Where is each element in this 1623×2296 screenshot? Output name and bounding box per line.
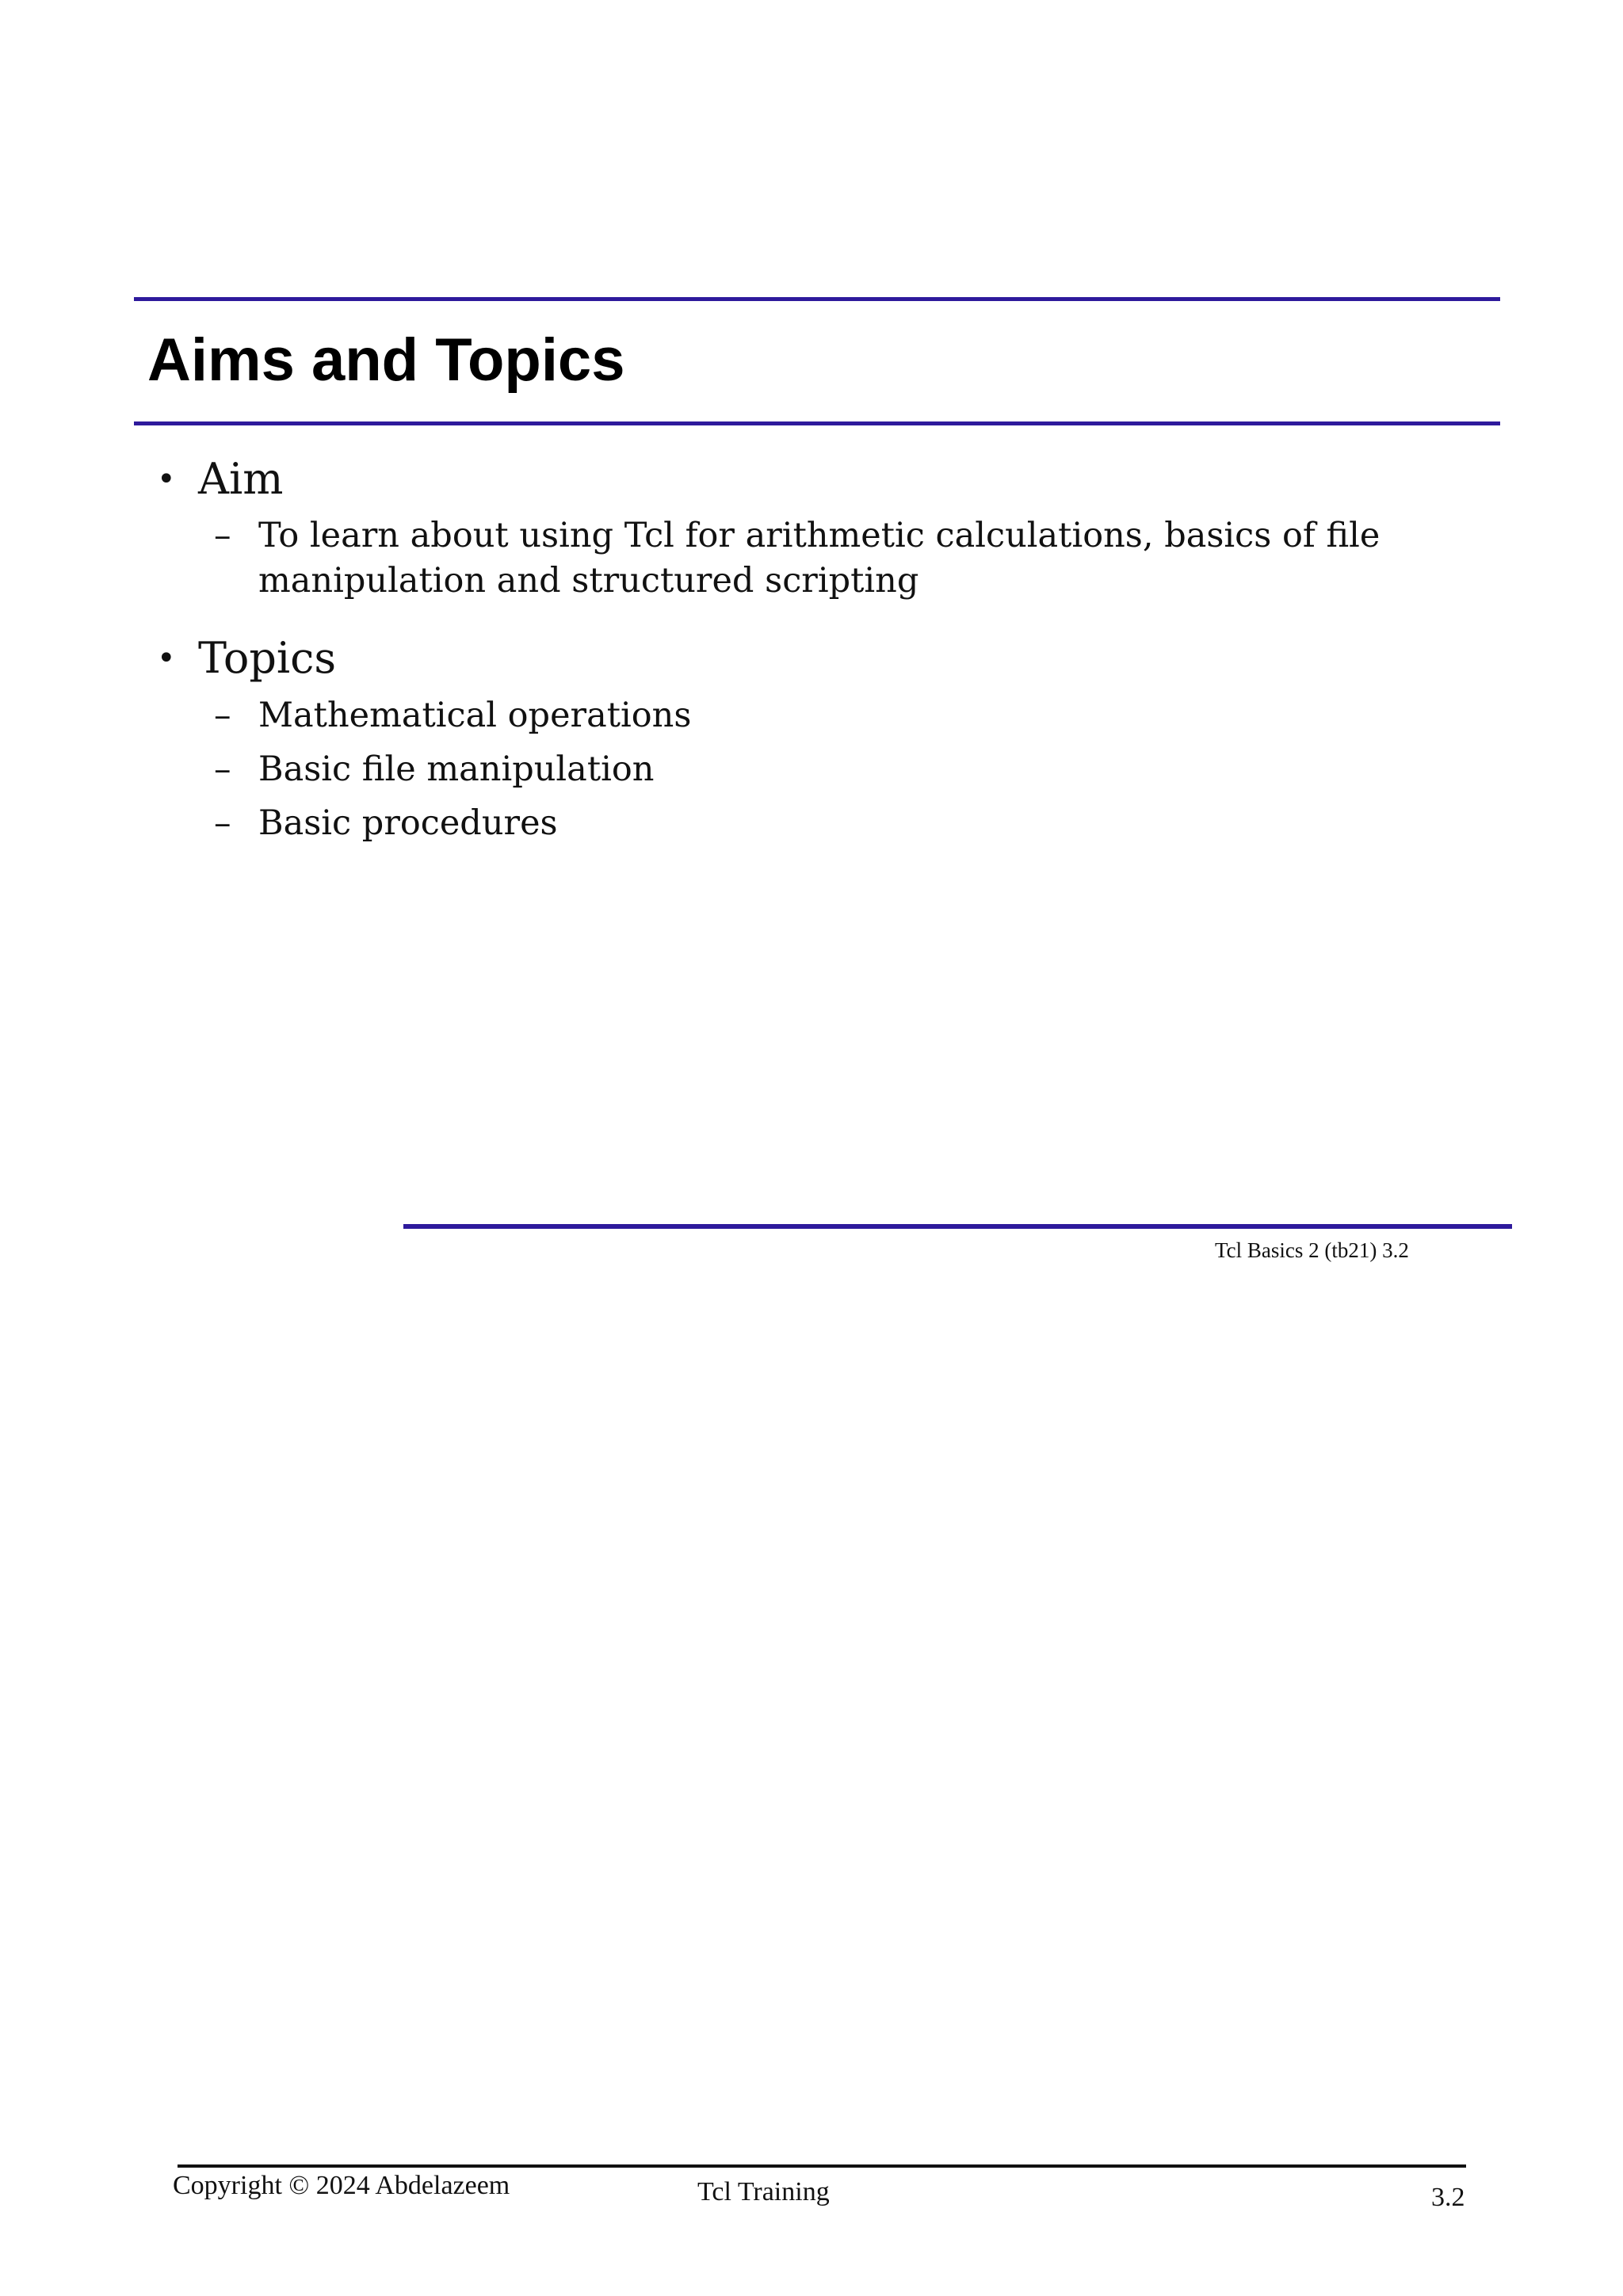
sub-item-text: Mathematical operations	[258, 696, 692, 735]
bullet-heading-aim: Aim	[198, 454, 284, 504]
sub-item-text: manipulation and structured scripting	[258, 561, 919, 601]
copyright-notice: Copyright © 2024 Abdelazeem	[173, 2171, 510, 2200]
dash-marker: –	[214, 749, 231, 789]
page-footer-rule	[178, 2164, 1466, 2168]
dash-marker: –	[214, 516, 231, 555]
title-bottom-rule	[134, 421, 1500, 425]
title-top-rule	[134, 297, 1500, 301]
dash-marker: –	[214, 803, 231, 843]
slide-footer-reference: Tcl Basics 2 (tb21) 3.2	[1215, 1238, 1409, 1262]
page-number: 3.2	[1431, 2183, 1465, 2212]
slide-footer-rule	[403, 1224, 1512, 1229]
slide-title: Aims and Topics	[147, 326, 625, 394]
dash-marker: –	[214, 696, 231, 735]
bullet-marker: •	[157, 461, 176, 498]
sub-item-text: To learn about using Tcl for arithmetic calculations, basics of file	[258, 516, 1381, 555]
bullet-marker: •	[157, 640, 176, 677]
bullet-heading-topics: Topics	[198, 633, 337, 683]
sub-item-text: Basic procedures	[258, 803, 558, 843]
sub-item-text: Basic file manipulation	[258, 749, 655, 789]
course-name: Tcl Training	[697, 2177, 830, 2206]
